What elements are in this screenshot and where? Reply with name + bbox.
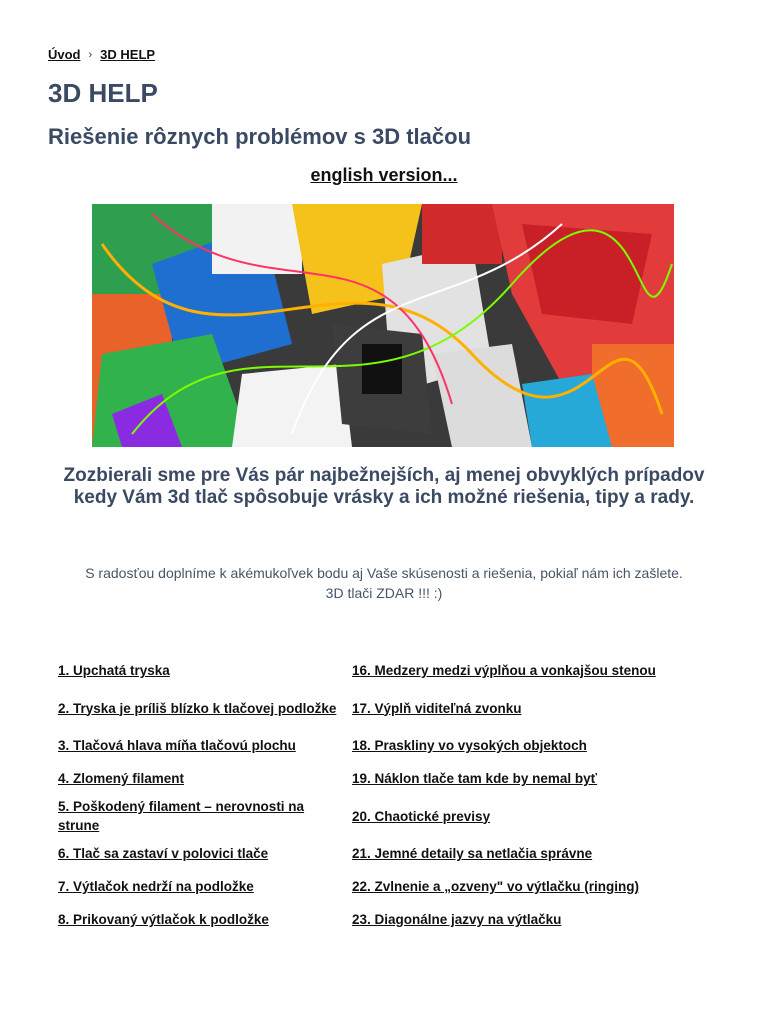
list-item [352, 837, 712, 870]
hero-image [92, 204, 674, 447]
list-item [58, 795, 338, 837]
breadcrumb [48, 47, 155, 62]
problem-link-2[interactable]: 2. Tryska je príliš blízko k tlačovej podložke [58, 700, 337, 716]
problem-link-21[interactable]: 21. Jemné detaily sa netlačia správne [352, 846, 593, 861]
list-item [58, 687, 338, 729]
problem-link-7[interactable]: 7. Výtlačok nedrží na podložke [58, 879, 254, 894]
list-item [352, 762, 712, 795]
note-line-1: S radosťou doplníme k akémukoľvek bodu aj Vaše skúsenosti a riešenia, pokiaľ nám ich zašlete. [85, 565, 683, 581]
list-item [352, 729, 712, 762]
list-item [352, 654, 712, 687]
breadcrumb-current-link[interactable]: 3D HELP [100, 47, 156, 62]
list-item [58, 762, 338, 795]
list-item [58, 729, 338, 762]
list-item [352, 903, 712, 936]
note-line-2: 3D tlači ZDAR !!! :) [325, 585, 443, 601]
intro-text: Zozbierali sme pre Vás pár najbežnejších, aj menej obvyklých prípadov kedy Vám 3d tlač spôsobuje vrásky a ich možné riešenia, tipy a rady. [63, 465, 705, 508]
page-subtitle: Riešenie rôznych problémov s 3D tlačou [48, 124, 472, 149]
list-item [352, 687, 712, 729]
problem-link-22[interactable]: 22. Zvlnenie a „ozveny" vo výtlačku (ringing) [352, 879, 639, 894]
list-item [352, 795, 712, 837]
list-item [58, 654, 338, 687]
breadcrumb-home-link[interactable]: Úvod [48, 47, 81, 62]
problem-link-18[interactable]: 18. Praskliny vo vysokých objektoch [352, 738, 587, 753]
problem-link-20[interactable]: 20. Chaotické previsy [352, 808, 491, 824]
list-item [58, 903, 338, 936]
problem-link-1[interactable]: 1. Upchatá tryska [58, 663, 170, 678]
list-item [58, 837, 338, 870]
problem-link-16[interactable]: 16. Medzery medzi výplňou a vonkajšou stenou [352, 663, 656, 678]
problem-list-left [58, 654, 338, 936]
problem-link-19[interactable]: 19. Náklon tlače tam kde by nemal byť [352, 771, 598, 786]
problem-list-right [352, 654, 712, 936]
note-text [48, 563, 720, 603]
list-item [352, 870, 712, 903]
problem-link-17[interactable]: 17. Výplň viditeľná zvonku [352, 700, 522, 716]
problem-link-3[interactable]: 3. Tlačová hlava míňa tlačovú plochu [58, 738, 296, 753]
chevron-right-icon: › [88, 48, 93, 61]
problem-link-5[interactable]: 5. Poškodený filament – nerovnosti na strune [58, 799, 305, 833]
problem-link-8[interactable]: 8. Prikovaný výtlačok k podložke [58, 912, 269, 927]
problem-link-23[interactable]: 23. Diagonálne jazvy na výtlačku [352, 912, 562, 927]
list-item [58, 870, 338, 903]
page-title: 3D HELP [48, 78, 158, 108]
problem-link-6[interactable]: 6. Tlač sa zastaví v polovici tlače [58, 846, 269, 861]
problem-link-4[interactable]: 4. Zlomený filament [58, 771, 185, 786]
english-version-link[interactable]: english version... [310, 165, 458, 185]
